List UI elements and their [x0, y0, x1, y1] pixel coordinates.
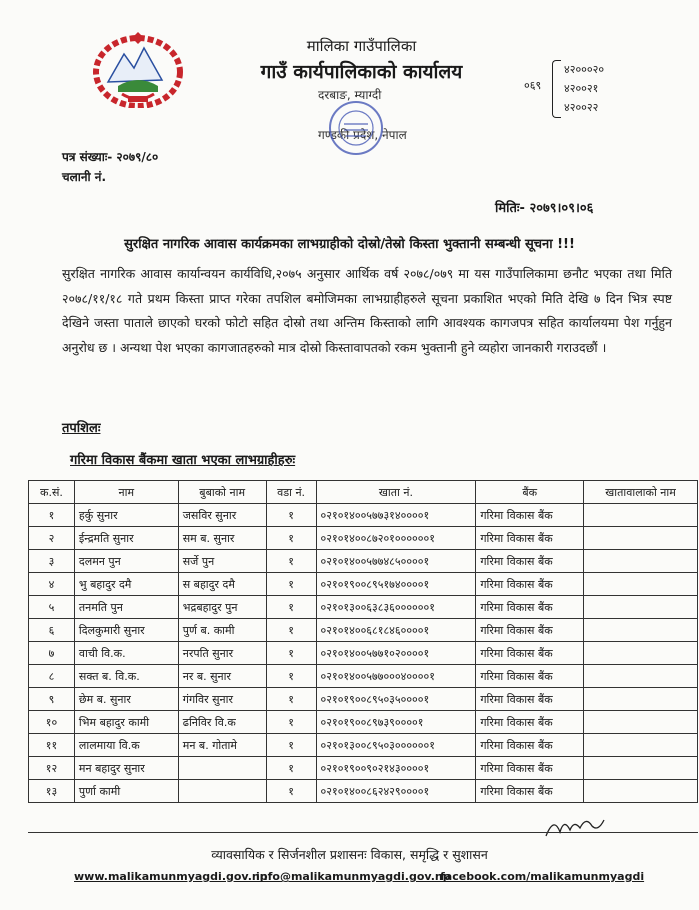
row-name: भु बहादुर दमै [74, 573, 178, 596]
table-header-row [29, 481, 698, 504]
website-link[interactable]: www.malikamunmyagdi.gov.np [74, 870, 268, 883]
col-header-ward: वडा नं. [266, 481, 316, 504]
row-bank: गरिमा विकास बैंक [476, 711, 584, 734]
row-account-number: ०२१०१४००५७७४८५००००१ [316, 550, 476, 573]
row-bank: गरिमा विकास बैंक [476, 665, 584, 688]
office-stamp-icon [322, 90, 392, 162]
row-account-holder [584, 504, 698, 527]
table-row [29, 596, 698, 619]
row-name: तनमति पुन [74, 596, 178, 619]
row-name: हर्कु सुनार [74, 504, 178, 527]
org-name-line1: मालिका गाउँपालिका [306, 37, 417, 55]
row-name: ईन्द्रमति सुनार [74, 527, 178, 550]
row-sn: ९ [29, 688, 75, 711]
row-ward: १ [266, 527, 316, 550]
table-row [29, 527, 698, 550]
row-bank: गरिमा विकास बैंक [476, 550, 584, 573]
row-sn: ५ [29, 596, 75, 619]
row-account-number: ०२१०१९००८९५१७४००००१ [316, 573, 476, 596]
dispatch-number: चलानी नं. [62, 170, 107, 184]
row-father-name: सर्जे पुन [178, 550, 266, 573]
row-father-name: गंगविर सुनार [178, 688, 266, 711]
row-account-holder [584, 573, 698, 596]
row-bank: गरिमा विकास बैंक [476, 642, 584, 665]
notice-body: सुरक्षित नागरिक आवास कार्यान्वयन कार्यविधि,२०७५ अनुसार आर्थिक वर्ष २०७८/०७९ मा यस गाउँपालिकामा छनौट भएका तथा मिति २०७८/११/१८ गते प्रथम किस्ता प्राप्त गरेका तपशिल बमोजिमका लाभग्राहीहरुले सूचना प्रकाशित भएको मिति देखि ७ दिन भित्र स्पष्ट देखिने जस्ता पाताले छाएको घरको फोटो सहित दोस्रो तथा अन्तिम किस्ताको लागि आवश्यक कागजपत्र सहित कार्यालयमा पेश गर्नुहुन अनुरोध छ । अन्यथा पेश भएका कागजातहरुको मात्र दोस्रो किस्तावापतको रकम भुक्तानी हुने व्यहोरा जानकारी गराउदछौं । [62, 266, 672, 355]
row-ward: १ [266, 780, 316, 803]
row-ward: १ [266, 757, 316, 780]
row-ward: १ [266, 642, 316, 665]
col-header-name: नाम [74, 481, 178, 504]
bank-heading: गरिमा विकास बैंकमा खाता भएका लाभग्राहीहरुः [70, 453, 296, 468]
table-row [29, 504, 698, 527]
row-bank: गरिमा विकास बैंक [476, 504, 584, 527]
col-header-father: बुबाको नाम [178, 481, 266, 504]
row-father-name [178, 757, 266, 780]
phone-number: ४२००२२ [564, 101, 599, 114]
table-row [29, 619, 698, 642]
row-account-holder [584, 757, 698, 780]
address-line1: दरबाङ, म्याग्दी [318, 88, 382, 102]
table-row [29, 550, 698, 573]
email-link[interactable]: info@malikamunmyagdi.gov.np [256, 870, 451, 883]
row-sn: ३ [29, 550, 75, 573]
row-sn: १० [29, 711, 75, 734]
details-heading: तपशिलः [62, 421, 101, 436]
row-account-number: ०२१०१४००५७७१०२००००१ [316, 642, 476, 665]
row-account-number: ०२१०१९००८९५०३५००००१ [316, 688, 476, 711]
row-name: पुर्णा कामी [74, 780, 178, 803]
row-ward: १ [266, 688, 316, 711]
row-father-name: स बहादुर दमै [178, 573, 266, 596]
row-sn: ६ [29, 619, 75, 642]
row-bank: गरिमा विकास बैंक [476, 688, 584, 711]
table-row [29, 642, 698, 665]
row-bank: गरिमा विकास बैंक [476, 757, 584, 780]
row-ward: १ [266, 573, 316, 596]
row-account-number: ०२१०१३००६३८३६००००००१ [316, 596, 476, 619]
phone-number: ४२०००२० [564, 63, 605, 76]
table-row [29, 734, 698, 757]
row-bank: गरिमा विकास बैंक [476, 596, 584, 619]
col-header-bank: बैंक [476, 481, 584, 504]
row-name: भिम बहादुर कामी [74, 711, 178, 734]
row-name: दिलकुमारी सुनार [74, 619, 178, 642]
row-father-name: जसविर सुनार [178, 504, 266, 527]
row-account-holder [584, 619, 698, 642]
col-header-holder: खातावालाको नाम [584, 481, 698, 504]
row-name: छेम ब. सुनार [74, 688, 178, 711]
table-row [29, 711, 698, 734]
row-account-holder [584, 688, 698, 711]
row-account-number: ०२१०१४००५७७३१४००००१ [316, 504, 476, 527]
address-line2: गण्डकी प्रदेश, नेपाल [318, 128, 407, 142]
row-sn: १३ [29, 780, 75, 803]
col-header-sn: क.सं. [29, 481, 75, 504]
row-father-name [178, 780, 266, 803]
row-account-holder [584, 596, 698, 619]
row-sn: १२ [29, 757, 75, 780]
row-account-number: ०२१०१४००८७२०१००००००१ [316, 527, 476, 550]
table-row [29, 757, 698, 780]
row-ward: १ [266, 711, 316, 734]
row-name: लालमाया वि.क [74, 734, 178, 757]
row-ward: १ [266, 665, 316, 688]
row-ward: १ [266, 550, 316, 573]
phone-prefix: ०६९ [524, 79, 542, 92]
table-row [29, 688, 698, 711]
row-account-holder [584, 642, 698, 665]
row-sn: ४ [29, 573, 75, 596]
row-account-number: ०२१०१९००८९७३९००००१ [316, 711, 476, 734]
row-account-holder [584, 665, 698, 688]
table-row [29, 665, 698, 688]
row-name: मन बहादुर सुनार [74, 757, 178, 780]
row-bank: गरिमा विकास बैंक [476, 527, 584, 550]
row-bank: गरिमा विकास बैंक [476, 734, 584, 757]
row-name: सक्त ब. वि.क. [74, 665, 178, 688]
letter-date: मितिः- २०७९।०९।०६ [495, 201, 594, 216]
row-account-number: ०२१०१४००६८१८४६००००१ [316, 619, 476, 642]
row-father-name: पुर्ण ब. कामी [178, 619, 266, 642]
row-father-name: नरपति सुनार [178, 642, 266, 665]
facebook-link[interactable]: facebook.com/malikamunmyagdi [440, 870, 645, 883]
row-sn: १ [29, 504, 75, 527]
reference-number: पत्र संख्याः- २०७९/८० [62, 150, 159, 164]
row-name: दलमन पुन [74, 550, 178, 573]
phone-brace [552, 60, 561, 118]
row-sn: २ [29, 527, 75, 550]
row-account-number: ०२१०१३००८९५०३००००००१ [316, 734, 476, 757]
row-ward: १ [266, 596, 316, 619]
table-row [29, 780, 698, 803]
row-bank: गरिमा विकास बैंक [476, 619, 584, 642]
footer-divider [28, 832, 698, 833]
row-father-name: ढनिविर वि.क [178, 711, 266, 734]
row-account-holder [584, 711, 698, 734]
row-father-name: मन ब. गोतामे [178, 734, 266, 757]
row-account-holder [584, 550, 698, 573]
row-account-holder [584, 527, 698, 550]
row-sn: ७ [29, 642, 75, 665]
table-row [29, 573, 698, 596]
row-bank: गरिमा विकास बैंक [476, 780, 584, 803]
row-father-name: भद्रबहादुर पुन [178, 596, 266, 619]
row-account-holder [584, 734, 698, 757]
row-sn: ८ [29, 665, 75, 688]
row-ward: १ [266, 619, 316, 642]
notice-subject: सुरक्षित नागरिक आवास कार्यक्रमका लाभग्राहीको दोस्रो/तेस्रो किस्ता भुक्तानी सम्बन्धी सूचना !!! [124, 237, 575, 252]
row-father-name: सम ब. सुनार [178, 527, 266, 550]
row-account-holder [584, 780, 698, 803]
row-bank: गरिमा विकास बैंक [476, 573, 584, 596]
org-name-line2: गाउँ कार्यपालिकाको कार्यालय [260, 61, 463, 83]
row-father-name: नर ब. सुनार [178, 665, 266, 688]
row-name: वाची वि.क. [74, 642, 178, 665]
row-ward: १ [266, 734, 316, 757]
beneficiary-table [28, 480, 698, 803]
col-header-account: खाता नं. [316, 481, 476, 504]
row-account-number: ०२१०१४००८६२४२९००००१ [316, 780, 476, 803]
row-account-number: ०२१०१९००९०२१४३००००१ [316, 757, 476, 780]
row-sn: ११ [29, 734, 75, 757]
phone-number: ४२००२१ [564, 82, 599, 95]
footer-slogan: व्यावसायिक र सिर्जनशील प्रशासनः विकास, समृद्धि र सुशासन [211, 847, 488, 862]
signature-icon [540, 812, 610, 842]
row-account-number: ०२१०१४००५७७०००४००००१ [316, 665, 476, 688]
table-body [29, 504, 698, 803]
row-ward: १ [266, 504, 316, 527]
